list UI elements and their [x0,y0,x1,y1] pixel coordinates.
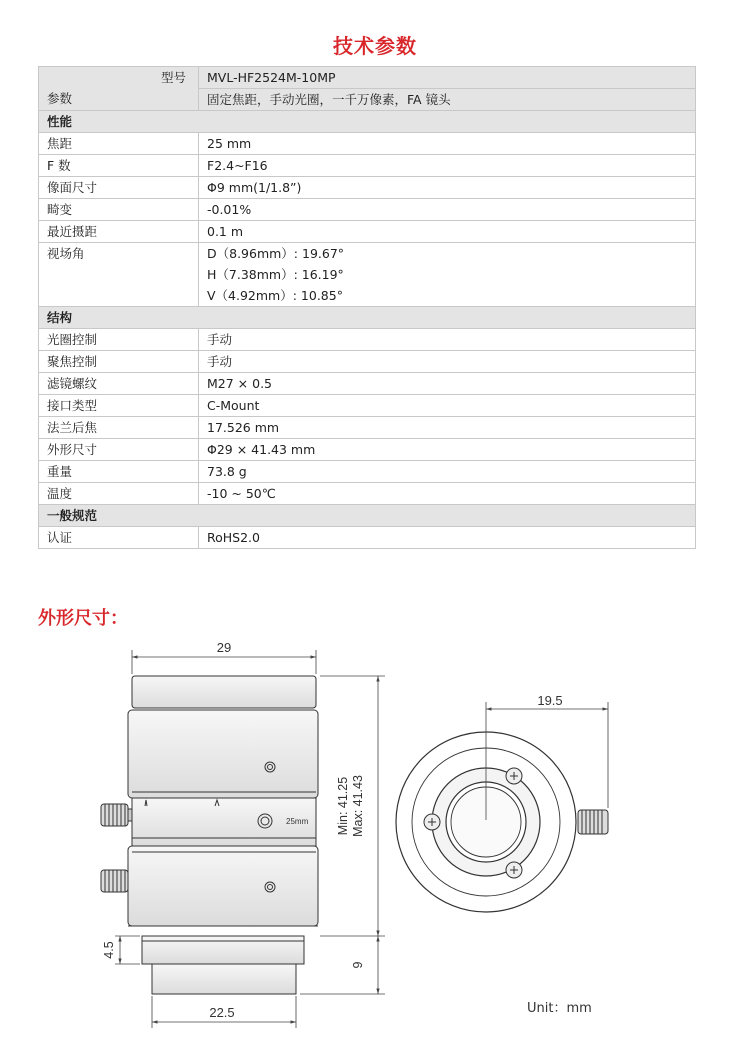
spec-table [38,66,696,549]
header-corner-cell [39,67,199,111]
row-value: 0.1 m [199,221,696,243]
page-title: 技术参数 [333,34,417,58]
table-row [39,527,696,549]
dimensions-title: 外形尺寸： [38,608,128,629]
row-value: -0.01% [199,199,696,221]
table-row [39,461,696,483]
row-label: 法兰后焦 [39,417,199,439]
model-value: MVL-HF2524M-10MP [199,67,696,89]
row-label: 外形尺寸 [39,439,199,461]
row-label: 聚焦控制 [39,351,199,373]
lens-mount-flange [142,936,304,964]
model-description: 固定焦距，手动光圈，一千万像素，FA 镜头 [199,89,696,111]
focus-mark-label: 25mm [286,817,309,826]
table-row [39,133,696,155]
table-row [39,417,696,439]
table-header-row [39,67,696,89]
row-value: 17.526 mm [199,417,696,439]
row-label: 最近摄距 [39,221,199,243]
unit-label: Unit：mm [527,1001,592,1016]
table-row [39,221,696,243]
locking-screw-icon [101,804,132,826]
table-row [39,439,696,461]
dim-mount-height-lines [115,936,140,964]
row-label: 滤镜螺纹 [39,373,199,395]
row-label: 焦距 [39,133,199,155]
row-value: Φ9 mm(1/1.8”) [199,177,696,199]
row-label: 温度 [39,483,199,505]
fov-horizontal: H（7.38mm）: 16.19° [207,267,344,282]
row-value: 手动 [199,351,696,373]
row-label: 像面尺寸 [39,177,199,199]
dim-front-radius: 19.5 [537,693,563,708]
dimension-drawing [0,630,750,1030]
dim-length-max: Max: 41.43 [351,775,365,837]
corner-param-label: 参数 [47,91,73,106]
dim-mount-diameter: 22.5 [209,1005,235,1020]
table-row [39,199,696,221]
row-value: C-Mount [199,395,696,417]
row-label: 视场角 [39,243,199,307]
lens-side-view [128,676,318,994]
row-value: 25 mm [199,133,696,155]
row-value: F2.4~F16 [199,155,696,177]
row-label: 畸变 [39,199,199,221]
row-value: 73.8 g [199,461,696,483]
row-label: 重量 [39,461,199,483]
row-value-fov [199,243,696,307]
locking-screw-icon [578,810,608,834]
section-header-general [39,505,696,527]
table-row [39,373,696,395]
lens-mount-thread [152,964,296,994]
section-title: 一般规范 [39,505,696,527]
table-row [39,483,696,505]
row-value: RoHS2.0 [199,527,696,549]
dim-back-length: 9 [351,961,365,969]
table-row [39,329,696,351]
table-row-fov [39,243,696,307]
row-label: 接口类型 [39,395,199,417]
section-title: 结构 [39,307,696,329]
lens-rear-body [128,846,318,926]
fov-diagonal: D（8.96mm）: 19.67° [207,246,345,261]
row-label: 认证 [39,527,199,549]
dim-length-min: Min: 41.25 [336,776,350,836]
dim-width-top: 29 [216,640,232,655]
row-value: Φ29 × 41.43 mm [199,439,696,461]
table-row [39,395,696,417]
row-label: 光圈控制 [39,329,199,351]
row-value: M27 × 0.5 [199,373,696,395]
section-title: 性能 [39,111,696,133]
table-row [39,155,696,177]
table-row [39,177,696,199]
row-value: -10 ~ 50℃ [199,483,696,505]
table-row [39,351,696,373]
row-label: F 数 [39,155,199,177]
lens-front-ring [132,676,316,708]
fov-vertical: V（4.92mm）: 10.85° [207,288,343,303]
dim-mount-height: 4.5 [102,941,116,959]
lens-aperture-ring [128,710,318,798]
section-header-structure [39,307,696,329]
row-value: 手动 [199,329,696,351]
corner-model-label: 型号 [160,70,186,85]
locking-screw-icon [101,870,128,892]
section-header-performance [39,111,696,133]
